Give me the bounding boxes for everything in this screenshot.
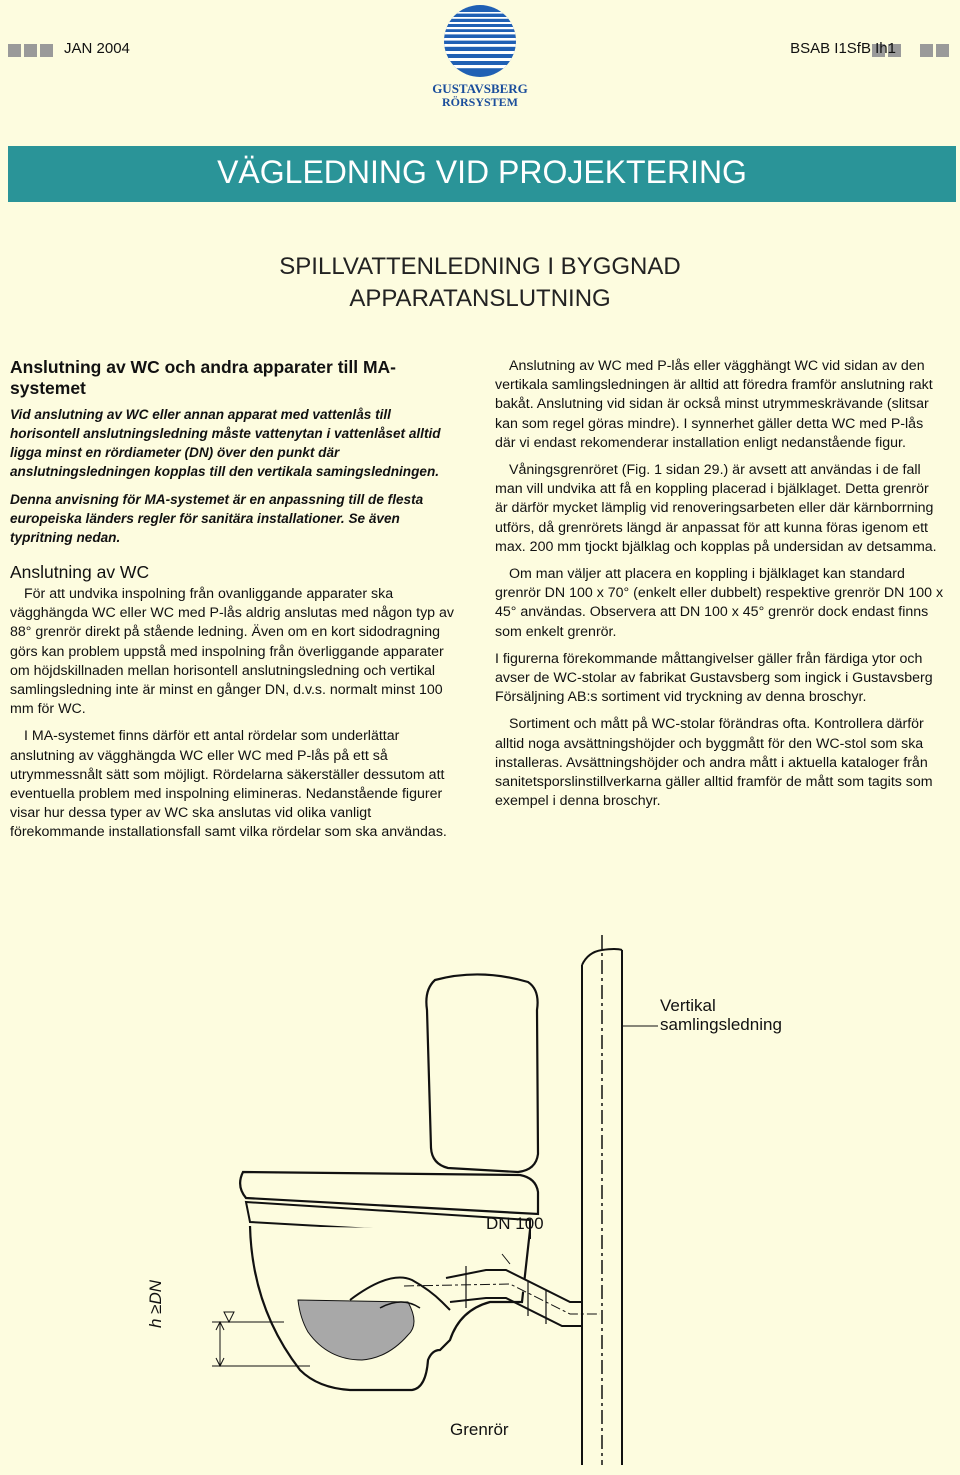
italic-paragraph: Denna anvisning för MA-systemet är en anpassning till de flesta europeiska länders regler för sanitära installationer. Se även typritning nedan. xyxy=(10,492,424,545)
body-paragraph: Våningsgrenröret (Fig. 1 sidan 29.) är avsett att användas i de fall man vill undvika att få en koppling placerad i bjälklaget. Detta grenrör är därför mycket lämplig vid renoveringsarbeten eller där kärnborrning utförs, då grenrörets längd är anpassat för att kunna föras igenom ett max. 200 mm tjockt bjälklag och kopplas på undersidan av detsamma. xyxy=(495,462,937,555)
globe-logo-icon xyxy=(420,2,540,78)
header-square xyxy=(40,44,53,57)
title-banner xyxy=(8,146,956,202)
wc-connection-figure xyxy=(146,930,950,1470)
brand-line1: GUSTAVSBERG xyxy=(432,81,528,96)
header-square xyxy=(24,44,37,57)
header-square xyxy=(8,44,21,57)
wc-diagram xyxy=(150,930,950,1470)
section-heading: Anslutning av WC xyxy=(10,562,150,582)
label-h-dn: h ≥DN xyxy=(146,1279,165,1328)
body-paragraph: I MA-systemet finns därför ett antal rördelar som underlättar anslutning av vägghängda WC eller WC med P-lås på ett så utrymmessnålt sätt som möjligt. Rördelarna säkerställer dessutom att eventuella problem med inspolning elimineras. Nedanstående figurer visar hur dessa typer av WC ska anslutas vid olika vanligt förekommande installationsfall samt vilka rördelar som ska användas. xyxy=(10,728,447,841)
section-heading: Anslutning av WC och andra apparater till MA-systemet xyxy=(10,357,397,398)
label-vertical-pipe: Vertikal samlingsledning xyxy=(660,996,782,1034)
body-paragraph: Anslutning av WC med P-lås eller vägghängt WC vid sidan av den vertikala samlingsledningen är alltid att föredra framför anslutning rakt bakåt. Anslutning vid sidan är också minst utrymmeskrävande (slitsar kan som regel göras mindre). I synnerhet gäller detta WC med P-lås där vi endast rekomenderar installation enligt nedanstående figur. xyxy=(495,358,933,451)
header-date: JAN 2004 xyxy=(64,40,130,57)
subtitle-line1: SPILLVATTENLEDNING I BYGGNAD xyxy=(279,253,681,280)
brand-line2: RÖRSYSTEM xyxy=(441,95,518,109)
header-square xyxy=(920,44,933,57)
body-paragraph: Sortiment och mått på WC-stolar förändras ofta. Kontrollera därför alltid noga avsättningshöjder och byggmått för den WC-stol som ska installeras. Avsättningshöjder och andra mått i aktuella kataloger från sanitetsporslinstillverkarna gäller alltid framför de mått som tagits som exempel i denna broschyr. xyxy=(495,716,933,810)
body-paragraph: Om man väljer att placera en koppling i bjälklaget kan standard grenrör DN 100 x 70° (enkelt eller dubbelt) respektive grenrör DN 100 x 45° användas. Observera att DN 100 x 45° grenrör dock endast finns som enkelt grenrör. xyxy=(495,566,944,640)
header-code: BSAB I1SfB Ih1 xyxy=(790,40,896,57)
body-paragraph: För att undvika inspolning från ovanliggande apparater ska vägghängda WC eller WC med P-lås aldrig anslutas med någon typ av 88° grenrör direkt på stående ledning. Även om en kort sidodragning görs kan problem uppstå med inspolning från överliggande apparater om höjdskillnaden mellan horisontell anslutningsledning och vertikal samlingsledning inte är minst en gånger DN, d.v.s. normalt minst 100 mm för WC. xyxy=(10,586,454,718)
label-grenror: Grenrör xyxy=(450,1420,509,1439)
italic-paragraph: Vid anslutning av WC eller annan apparat med vattenlås till horisontell anslutningsledning måste vattenytan i vattenlåset alltid ligga minst en rördiameter (DN) över den punkt där anslutningsledningen kopplas till den vertikala samingsledningen. xyxy=(10,407,441,479)
header-square xyxy=(936,44,949,57)
subtitle-line2: APPARATANSLUTNING xyxy=(349,285,611,312)
body-paragraph: I figurerna förekommande måttangivelser gäller från färdiga ytor och avser de WC-stolar av fabrikat Gustavsberg som ingick i Gustavsberg Försäljning AB:s sortiment vid tryckning av denna broschyr. xyxy=(495,650,933,706)
gustavsberg-logo xyxy=(420,2,540,110)
label-dn100: DN 100 xyxy=(486,1214,544,1233)
right-column xyxy=(495,357,945,819)
left-column xyxy=(10,357,460,851)
page-title: VÄGLEDNING VID PROJEKTERING xyxy=(217,154,747,190)
